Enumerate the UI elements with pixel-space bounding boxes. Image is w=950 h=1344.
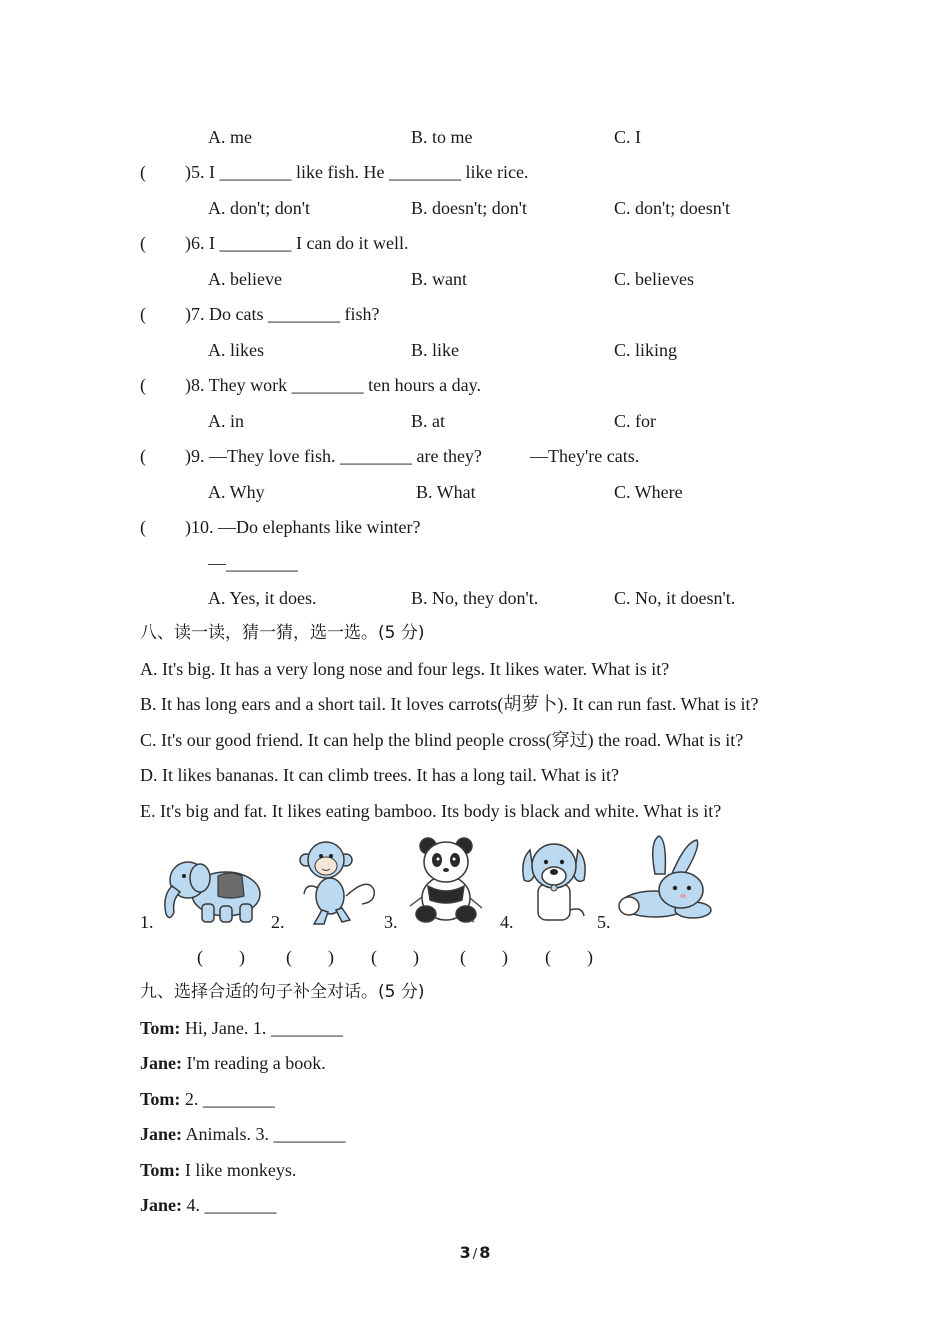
dialogue-line — [140, 1017, 343, 1039]
dialogue-text: Animals. 3. ________ — [182, 1124, 346, 1144]
rabbit-icon — [615, 834, 719, 922]
elephant-icon — [158, 852, 266, 928]
current-page: 3 — [459, 1243, 471, 1262]
dialogue-line — [140, 1194, 277, 1216]
q10-option-b: B. No, they don't. — [411, 588, 539, 608]
question-8 — [140, 374, 481, 396]
dialogue-text: Hi, Jane. 1. ________ — [180, 1018, 343, 1038]
q4-option-c: C. I — [614, 127, 641, 147]
speaker: Jane: — [140, 1053, 182, 1073]
question-7 — [140, 303, 380, 325]
q6-option-a: A. believe — [208, 269, 282, 289]
q8-option-c: C. for — [614, 411, 656, 431]
answer-paren[interactable]: ( — [140, 162, 146, 182]
speaker: Tom: — [140, 1089, 181, 1109]
q10-option-a: A. Yes, it does. — [208, 588, 317, 608]
dialogue-text: I like monkeys. — [180, 1160, 297, 1180]
speaker: Tom: — [140, 1160, 181, 1180]
q9-option-a: A. Why — [208, 482, 265, 502]
dialogue-line — [140, 1088, 275, 1110]
question-10 — [140, 516, 421, 538]
question-text: )7. Do cats ________ fish? — [185, 304, 380, 324]
monkey-icon — [296, 836, 378, 928]
q5-option-a: A. don't; don't — [208, 198, 310, 218]
answer-paren[interactable]: ( — [140, 233, 146, 253]
riddle-d: D. It likes bananas. It can climb trees. It has a long tail. What is it? — [140, 765, 620, 785]
dialogue-text: 4. ________ — [182, 1195, 277, 1215]
panda-icon — [404, 836, 488, 928]
q7-option-b: B. like — [411, 340, 459, 360]
answer-paren[interactable]: ( — [140, 517, 146, 537]
riddle-e: E. It's big and fat. It likes eating bamboo. Its body is black and white. What is it? — [140, 801, 722, 821]
page-separator: / — [472, 1247, 478, 1262]
dialogue-text: 2. ________ — [180, 1089, 275, 1109]
q4-option-b: B. to me — [411, 127, 473, 147]
section-9-heading: 九、选择合适的句子补全对话。(5 分) — [140, 982, 425, 1002]
q6-option-c: C. believes — [614, 269, 694, 289]
answer-paren[interactable]: ( — [140, 304, 146, 324]
answer-paren[interactable]: ( — [140, 375, 146, 395]
question-9 — [140, 445, 640, 467]
dog-icon — [518, 840, 590, 926]
picture-answer-3[interactable]: ( ) — [371, 947, 419, 967]
picture-number-3: 3. — [384, 912, 398, 932]
speaker: Jane: — [140, 1124, 182, 1144]
q9-option-c: C. Where — [614, 482, 683, 502]
picture-answer-4[interactable]: ( ) — [460, 947, 508, 967]
picture-answer-2[interactable]: ( ) — [286, 947, 334, 967]
page-number — [0, 1243, 950, 1262]
q9-option-b: B. What — [416, 482, 476, 502]
dialogue-text: I'm reading a book. — [182, 1053, 326, 1073]
q7-option-c: C. liking — [614, 340, 678, 360]
answer-paren[interactable]: ( — [140, 446, 146, 466]
question-text: )6. I ________ I can do it well. — [185, 233, 409, 253]
picture-answer-1[interactable]: ( ) — [197, 947, 245, 967]
q8-option-a: A. in — [208, 411, 244, 431]
speaker: Jane: — [140, 1195, 182, 1215]
question-text: )9. —They love fish. ________ are they? — [185, 446, 482, 466]
picture-number-1: 1. — [140, 912, 154, 932]
q5-option-b: B. doesn't; don't — [411, 198, 527, 218]
q10-reply-line[interactable]: —________ — [208, 553, 298, 573]
question-text: )10. —Do elephants like winter? — [185, 517, 421, 537]
dialogue-line — [140, 1159, 296, 1181]
question-5 — [140, 161, 529, 183]
riddle-a: A. It's big. It has a very long nose and four legs. It likes water. What is it? — [140, 659, 670, 679]
q4-option-a: A. me — [208, 127, 252, 147]
question-text: )5. I ________ like fish. He ________ like rice. — [185, 162, 529, 182]
picture-number-2: 2. — [271, 912, 285, 932]
q6-option-b: B. want — [411, 269, 467, 289]
riddle-c: C. It's our good friend. It can help the blind people cross(穿过) the road. What is it? — [140, 730, 744, 750]
dialogue-line — [140, 1123, 346, 1145]
section-8-heading: 八、读一读，猜一猜，选一选。(5 分) — [140, 623, 425, 643]
dialogue-line — [140, 1052, 326, 1074]
speaker: Tom: — [140, 1018, 181, 1038]
q7-option-a: A. likes — [208, 340, 264, 360]
q5-option-c: C. don't; doesn't — [614, 198, 730, 218]
total-pages: 8 — [479, 1243, 491, 1262]
picture-number-5: 5. — [597, 912, 611, 932]
q8-option-b: B. at — [411, 411, 445, 431]
question-text: )8. They work ________ ten hours a day. — [185, 375, 481, 395]
picture-number-4: 4. — [500, 912, 514, 932]
question-reply: —They're cats. — [530, 446, 640, 466]
picture-answer-5[interactable]: ( ) — [545, 947, 593, 967]
riddle-b: B. It has long ears and a short tail. It loves carrots(胡萝卜). It can run fast. What is it? — [140, 694, 759, 714]
question-6 — [140, 232, 409, 254]
q10-option-c: C. No, it doesn't. — [614, 588, 736, 608]
